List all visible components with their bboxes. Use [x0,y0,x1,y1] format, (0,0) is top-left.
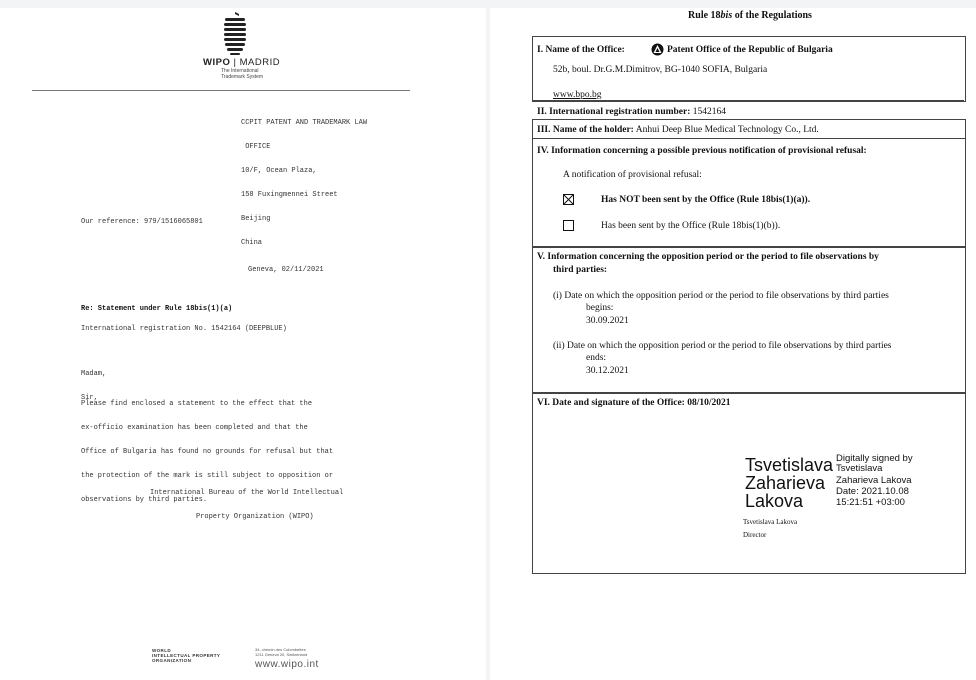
period-begins-label: (i) Date on which the opposition period or the period to file observations by third parties [553,291,889,301]
period-begins-word: begins: [586,303,614,313]
statement-page [490,8,976,680]
period-ends-label: (ii) Date on which the opposition period or the period to file observations by third parties [553,341,892,351]
signer-title: Director [743,531,767,539]
address-line: CCPIT PATENT AND TRADEMARK LAW [241,119,368,127]
office-name: Patent Office of the Republic of Bulgaria [667,45,833,55]
signoff [150,473,343,537]
signer-name: Tsvetislava Lakova [743,518,798,526]
sig-detail-line: Date: 2021.10.08 [836,486,909,497]
title-italic: bis [720,10,733,21]
body-line: Office of Bulgaria has found no grounds for refusal but that [81,448,334,456]
iv-intro: A notification of provisional refusal: [563,170,702,180]
salutation-line: Madam, [81,370,107,378]
option-sent: Has been sent by the Office (Rule 18bis(1)(b)). [601,221,781,231]
wipo-brand: WIPO [203,57,231,68]
footer-url: www.wipo.int [255,659,319,670]
v-title-1: V. Information concerning the opposition period or the period to file observations by [537,252,879,262]
body-line: the protection of the mark is still subject to opposition or [81,472,334,480]
registration-line: International registration No. 1542164 (DEEPBLUE) [81,325,287,333]
our-reference: Our reference: 979/1516065801 [81,218,203,226]
period-begins-date: 30.09.2021 [586,316,629,326]
holder-row [537,125,819,135]
reg-number: 1542164 [692,107,727,117]
office-address: 52b, boul. Dr.G.M.Dimitrov, BG-1040 SOFIA, Bulgaria [553,65,768,75]
letter-date: Geneva, 02/11/2021 [248,266,324,274]
sig-detail-line: Zaharieva Lakova [836,475,912,486]
body-line: ex-officio examination has been completed and that the [81,424,308,432]
wipo-madrid-wordmark: WIPO | MADRID [203,57,281,68]
iv-title: IV. Information concerning a possible previous notification of provisional refusal: [537,146,867,156]
bulgaria-patent-office-emblem-icon [651,43,664,56]
signoff-line: Property Organization (WIPO) [196,513,314,521]
sig-name-line: Lakova [745,491,804,511]
footer-org-line: ORGANIZATION [152,658,192,663]
title-post: of the Regulations [732,10,812,21]
wipo-tagline-1: The International [221,68,259,74]
cover-letter-page [0,8,486,680]
holder-name: Anhui Deep Blue Medical Technology Co., Ltd. [635,125,819,135]
address-line: 10/F, Ocean Plaza, [241,167,317,175]
reg-label: II. International registration number: [537,107,691,117]
reg-row [537,107,726,117]
salutation-line: Sir, [81,394,98,402]
sig-detail-line: Digitally signed by [836,453,913,464]
checkbox-unchecked-icon[interactable] [563,220,574,231]
footer-org-line: INTELLECTUAL PROPERTY [152,653,221,658]
statement-title [490,10,976,21]
wipo-logo-icon [221,10,251,56]
subject-line: Re: Statement under Rule 18bis(1)(a) [81,305,233,313]
option-not-sent: Has NOT been sent by the Office (Rule 18bis(1)(a)). [601,195,811,205]
period-ends-date: 30.12.2021 [586,366,629,376]
v-title-2: third parties: [553,265,608,275]
address-line: Beijing [241,215,271,223]
body-line: Please find enclosed a statement to the effect that the [81,400,313,408]
reg-separator [532,100,964,101]
footer-address [255,648,307,657]
title-pre: Rule 18 [688,10,721,21]
sig-detail-line: Tsvetislava [836,463,883,474]
footer-address-line: 34, chemin des Colombettes [255,647,306,652]
header-rule [32,90,410,91]
sig-detail-line: 15:21:51 +03:00 [836,497,905,508]
period-ends-word: ends: [586,353,607,363]
holder-label: III. Name of the holder: [537,125,634,135]
address-line: 158 Fuxingmennei Street [241,191,338,199]
footer-org [152,648,220,663]
wipo-tagline-2: Trademark System [221,74,264,80]
sig-name-line: Zaharieva [745,473,826,493]
footer-address-line: 1211 Geneva 20, Switzerland [255,651,308,657]
office-label: I. Name of the Office: [537,45,625,55]
footer-org-line: WORLD [152,648,171,653]
address-line: China [241,239,263,247]
checkbox-checked-icon[interactable] [563,194,574,205]
address-line: OFFICE [241,143,271,151]
madrid-label: MADRID [239,57,281,68]
signoff-line: International Bureau of the World Intellectual [150,489,344,497]
recipient-address [241,103,367,263]
signature-label: VI. Date and signature of the Office: 08/10/2021 [537,398,731,408]
sig-name-line: Tsvetislava [745,455,834,475]
body-line: observations by third parties. [81,496,208,504]
office-url[interactable]: www.bpo.bg [553,90,602,100]
